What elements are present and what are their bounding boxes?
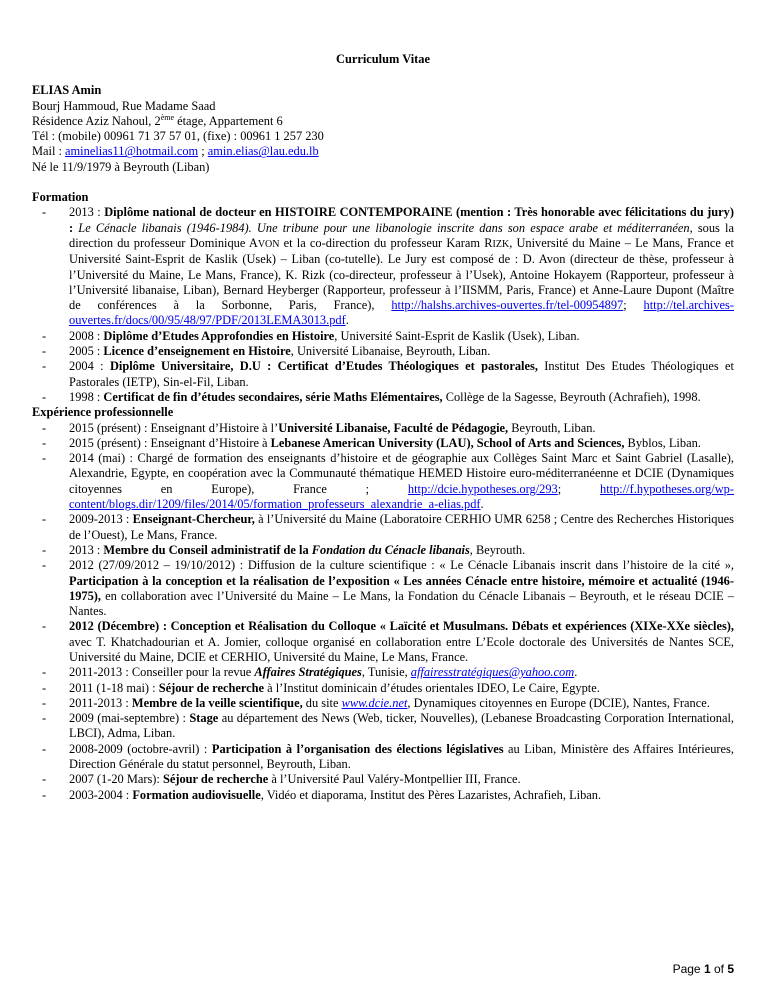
birth-line: Né le 11/9/1979 à Beyrouth (Liban) [32, 159, 210, 174]
list-item: - 2013 : Membre du Conseil administratif de la Fondation du Cénacle libanais, Beyrouth. [32, 543, 734, 558]
thesis-link-pdf[interactable]: http://tel.archives-ouvertes.fr/docs/00/95/48/97/PDF/2013LEMA3013.pdf [69, 298, 734, 328]
list-item: - 2009 (mai-septembre) : Stage au département des News (Web, ticker, Nouvelles), (Lebanese Broadcasting Corporation International, LBCI), Adma, Liban. [32, 711, 734, 742]
dcie-link[interactable]: http://dcie.hypotheses.org/293 [407, 481, 558, 496]
list-item: - 2008-2009 (octobre-avril) : Participation à l’organisation des élections législatives au Liban, Ministère des Affaires Intérieures, Direction Générale du statut personnel, Beyrouth, Liban. [32, 742, 734, 773]
list-item: - 2008 : Diplôme d’Etudes Approfondies en Histoire, Université Saint-Esprit de Kaslik (Usek), Liban. [32, 329, 734, 344]
list-item: - 2011 (1-18 mai) : Séjour de recherche à l’Institut dominicain d’études orientales IDEO, Le Caire, Egypte. [32, 681, 734, 696]
list-item: - 2005 : Licence d’enseignement en Histoire, Université Libanaise, Beyrouth, Liban. [32, 344, 734, 359]
list-item: - 2007 (1-20 Mars): Séjour de recherche à l’Université Paul Valéry-Montpellier III, France. [32, 772, 734, 787]
list-item: - 2013 : Diplôme national de docteur en HISTOIRE CONTEMPORAINE (mention : Très honorable avec félicitations du jury) : Le Cénacle libanais (1946-1984). Une tribune pour une libanologie inscrite dans son espace arabe et méditerranéen, sous la direction du professeur Dominique AVON et la co-direction du professeur Karam RIZK, Université du Maine – Le Mans, France et Université Saint-Esprit de Kaslik (Usek) – Liban (co-tutelle). Le Jury est composé de : D. Avon (directeur de thèse, professeur à l’Université du Maine, Le Mans, France), K. Rizk (co-directeur, professeur à l’Usek), Antoine Hokayem (Rapporteur, professeur à l’Université libanaise, Liban), Bernard Heyberger (Rapporteur, professeur à l’IISMM, Paris, France) et Anne-Laure Dupont (Maître de conférences à la Sorbonne, Paris, France), http://halshs.archives-ouvertes.fr/tel-00954897; http://tel.archives-ouvertes.fr/docs/00/95/48/97/PDF/2013LEMA3013.pdf. [32, 205, 734, 328]
formation-list [32, 205, 734, 405]
person-name: ELIAS Amin [32, 83, 102, 98]
list-item: - 2003-2004 : Formation audiovisuelle, Vidéo et diaporama, Institut des Pères Lazaristes, Achrafieh, Liban. [32, 788, 734, 803]
training-pdf-link[interactable]: http://f.hypotheses.org/wp-content/blogs.dir/1209/files/2014/05/formation_professeurs_alexandrie_a-elias.pdf [69, 481, 735, 512]
list-item: - 2015 (présent) : Enseignant d’Histoire à Lebanese American University (LAU), School of Arts and Sciences, Byblos, Liban. [32, 436, 734, 451]
list-item: - 1998 : Certificat de fin d’études secondaires, série Maths Elémentaires, Collège de la Sagesse, Beyrouth (Achrafieh), 1998. [32, 390, 734, 405]
page-number: Page 1 of 5 [672, 962, 734, 976]
email-link-2[interactable]: amin.elias@lau.edu.lb [207, 144, 319, 159]
experience-list [32, 421, 734, 803]
list-item: - 2004 : Diplôme Universitaire, D.U : Certificat d’Etudes Théologiques et pastorales, Institut Des Etudes Théologiques et Pastorales (IETP), Sin-el-Fil, Liban. [32, 359, 734, 390]
list-item: - 2009-2013 : Enseignant-Chercheur, à l’Université du Maine (Laboratoire CERHIO UMR 6258 ; Centre des Recherches Historiques de l’Ouest), Le Mans, France. [32, 512, 734, 543]
list-item: - 2012 (Décembre) : Conception et Réalisation du Colloque « Laïcité et Musulmans. Débats et expériences (XIXe-XXe siècles), avec T. Khatchadourian et A. Jomier, colloque organisé en collaboration entre L’Ecole doctorale des Universités de Nantes SCE, Université du Maine, DCIE et CERHIO, Université du Maine, Le Mans, France. [32, 619, 734, 665]
list-item: - 2014 (mai) : Chargé de formation des enseignants d’histoire et de géographie aux Collèges Saint Marc et Saint Gabriel (Lasalle), Alexandrie, Egypte, en coopération avec la Communauté thématique HEMED Histoire euro-méditerranéenne et DCIE (Dynamiques citoyennes en Europe), France ; http://dcie.hypotheses.org/293; http://f.hypotheses.org/wp-content/blogs.dir/1209/files/2014/05/formation_professeurs_alexandrie_a-elias.pdf. [32, 451, 734, 512]
address-line-1: Bourj Hammoud, Rue Madame Saad [32, 98, 216, 113]
section-heading-experience: Expérience professionnelle [32, 405, 174, 420]
list-item: - 2015 (présent) : Enseignant d’Histoire à l’Université Libanaise, Faculté de Pédagogie, Beyrouth, Liban. [32, 421, 734, 436]
address-line-2: Résidence Aziz Nahoul, 2ème étage, Appartement 6 [32, 112, 283, 128]
email-link-1[interactable]: aminelias11@hotmail.com [65, 144, 199, 159]
thesis-link-halshs[interactable]: http://halshs.archives-ouvertes.fr/tel-00954897 [391, 298, 624, 313]
contact-block [32, 83, 734, 175]
dcie-site-link[interactable]: www.dcie.net [341, 695, 408, 710]
phone-line: Tél : (mobile) 00961 71 37 57 01, (fixe) : 00961 1 257 230 [32, 129, 324, 144]
mail-line: Mail : aminelias11@hotmail.com ; amin.elias@lau.edu.lb [32, 144, 319, 159]
list-item: - 2012 (27/09/2012 – 19/10/2012) : Diffusion de la culture scientifique : « Le Cénacle Libanais inscrit dans l’histoire de la cité », Participation à la conception et la réalisation de l’exposition « Les années Cénacle entre histoire, mémoire et actualité (1946-1975), en collaboration avec l’Université du Maine – Le Mans, la Fondation du Cénacle Libanais – Beyrouth, et le réseau DCIE – Nantes. [32, 558, 734, 619]
list-item: - 2011-2013 : Membre de la veille scientifique, du site www.dcie.net, Dynamiques citoyennes en Europe (DCIE), Nantes, France. [32, 696, 734, 711]
section-heading-formation: Formation [32, 190, 89, 205]
journal-email-link[interactable]: affairesstratégiques@yahoo.com [410, 665, 575, 680]
list-item: - 2011-2013 : Conseiller pour la revue Affaires Stratégiques, Tunisie, affairesstratégiques@yahoo.com. [32, 665, 734, 680]
document-title: Curriculum Vitae [336, 52, 430, 66]
